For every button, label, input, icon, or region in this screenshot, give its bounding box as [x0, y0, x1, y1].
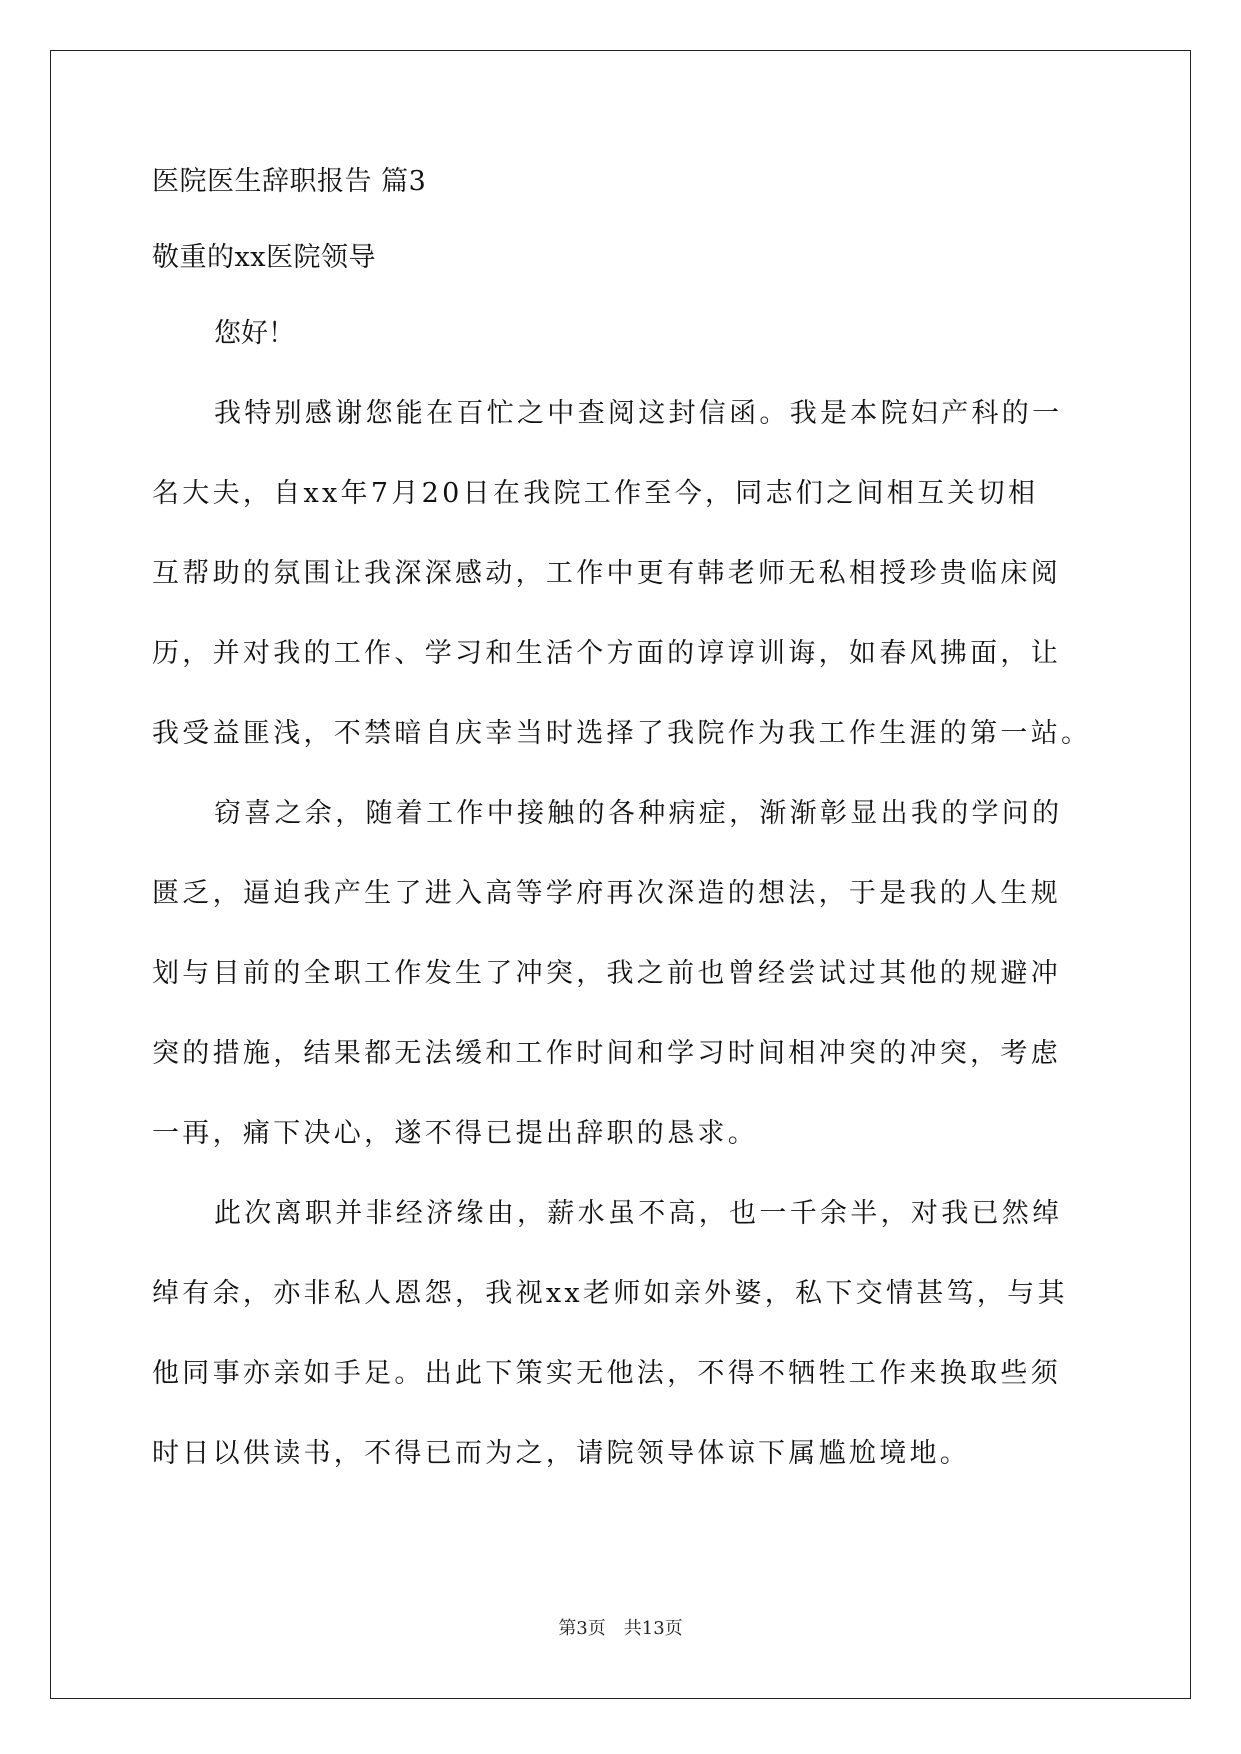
- paragraph-line: 突的措施，结果都无法缓和工作时间和学习时间相冲突的冲突，考虑: [152, 1038, 1061, 1069]
- greeting: 您好！: [214, 318, 295, 349]
- paragraph-line: 历，并对我的工作、学习和生活个方面的谆谆训诲，如春风拂面，让: [152, 638, 1061, 669]
- page-number: 第3页: [558, 1618, 606, 1639]
- page-total: 共13页: [623, 1618, 683, 1639]
- paragraph-1: [152, 374, 1092, 774]
- paragraph-line: 此次离职并非经济缘由，薪水虽不高，也一千余半，对我已然绰: [214, 1198, 1063, 1229]
- document-body: [152, 165, 1092, 1494]
- paragraph-line: 时日以供读书，不得已而为之，请院领导体谅下属尴尬境地。: [152, 1438, 971, 1469]
- paragraph-line: 一再，痛下决心，遂不得已提出辞职的恳求。: [152, 1118, 758, 1149]
- page-footer: [0, 1614, 1241, 1640]
- paragraph-line: 我受益匪浅，不禁暗自庆幸当时选择了我院作为我工作生涯的第一站。: [152, 718, 1092, 749]
- salutation: 敬重的xx医院领导: [152, 242, 376, 273]
- paragraph-line: 匮乏，逼迫我产生了进入高等学府再次深造的想法，于是我的人生规: [152, 878, 1061, 909]
- paragraph-line: 我特别感谢您能在百忙之中查阅这封信函。我是本院妇产科的一: [214, 398, 1063, 429]
- document-title: 医院医生辞职报告 篇3: [152, 166, 427, 197]
- paragraph-2: [152, 774, 1092, 1174]
- paragraph-line: 窃喜之余，随着工作中接触的各种病症，渐渐彰显出我的学问的: [214, 798, 1063, 829]
- paragraph-line: 互帮助的氛围让我深深感动，工作中更有韩老师无私相授珍贵临床阅: [152, 558, 1061, 589]
- paragraph-line: 划与目前的全职工作发生了冲突，我之前也曾经尝试过其他的规避冲: [152, 958, 1061, 989]
- paragraph-line: 他同事亦亲如手足。出此下策实无他法，不得不牺牲工作来换取些须: [152, 1358, 1061, 1389]
- paragraph-3: [152, 1174, 1092, 1494]
- paragraph-line: 绰有余，亦非私人恩怨，我视xx老师如亲外婆，私下交情甚笃，与其: [152, 1278, 1068, 1309]
- paragraph-line: 名大夫，自xx年7月20日在我院工作至今，同志们之间相互关切相: [152, 478, 1039, 509]
